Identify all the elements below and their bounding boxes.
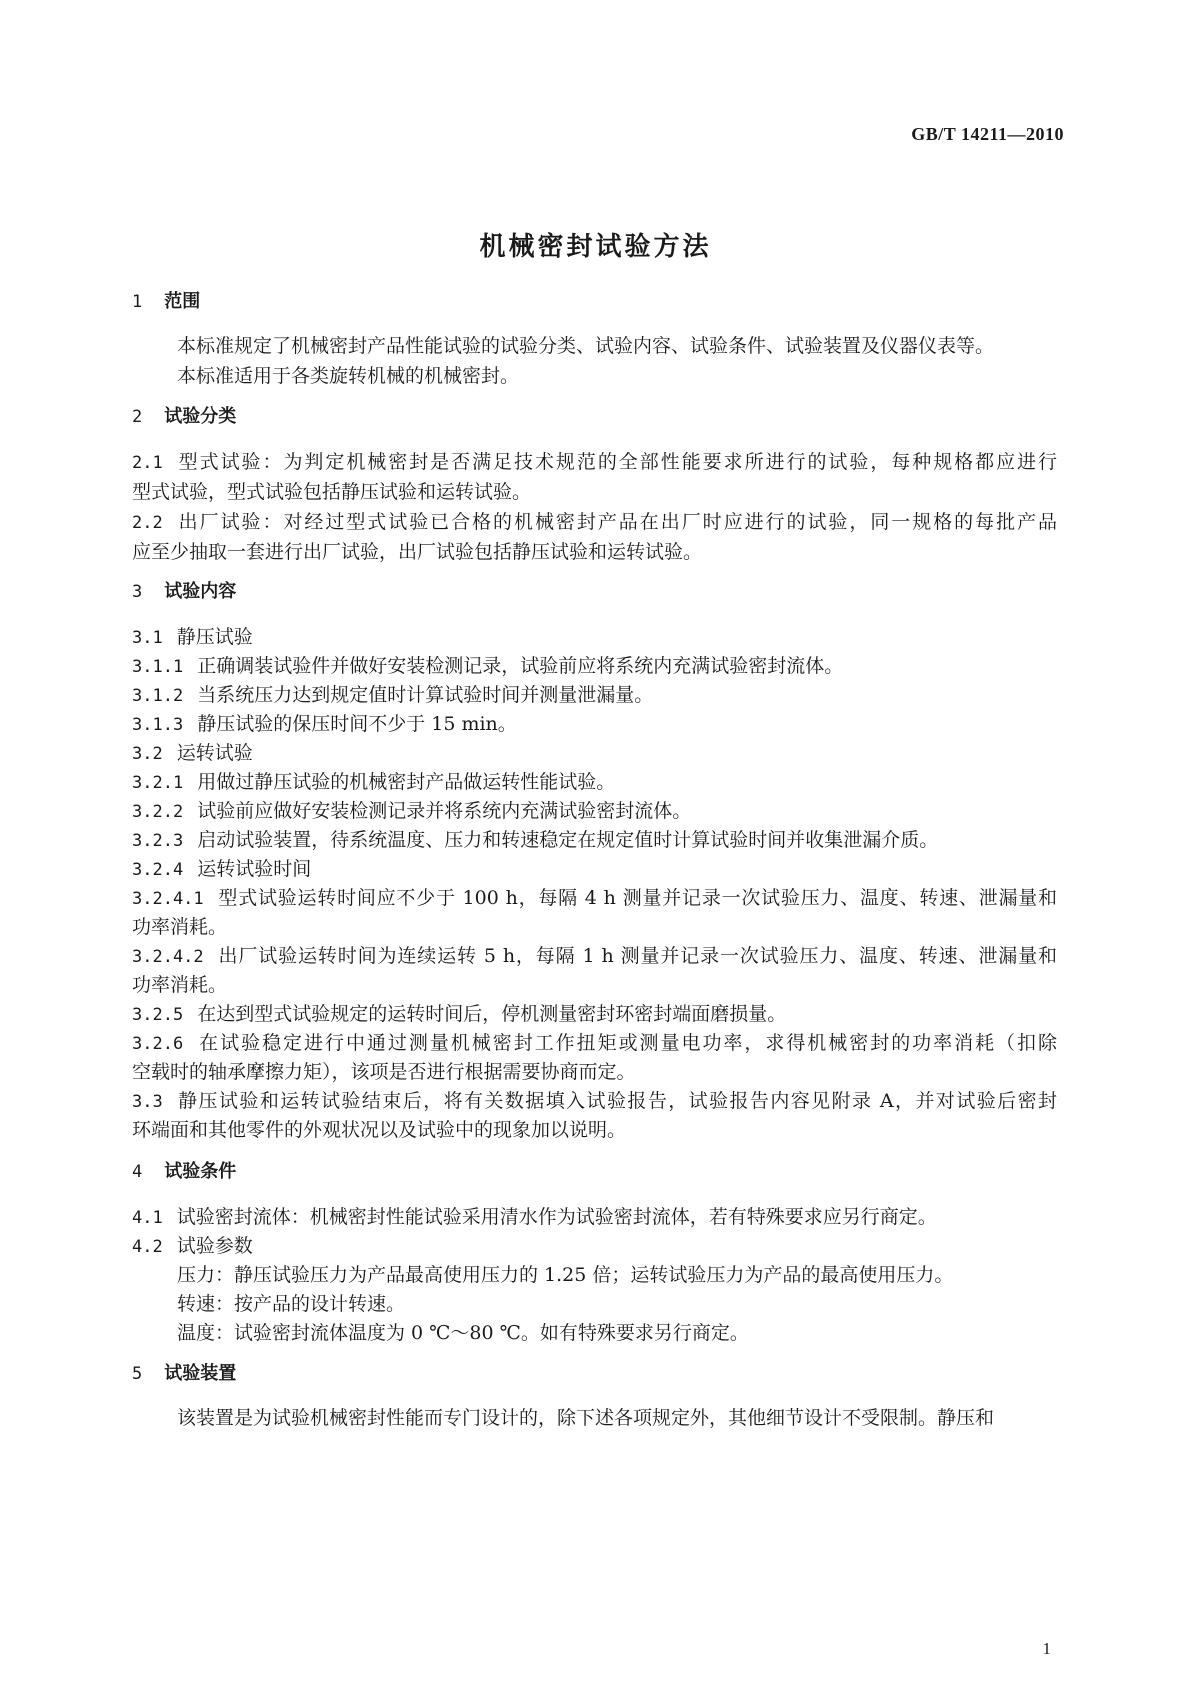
clause-text-continued: 应至少抽取一套进行出厂试验，出厂试验包括静压试验和运转试验。 [132,541,703,563]
page-number: 1 [1042,1639,1051,1658]
clause-3-1 [132,625,253,650]
section-title: 试验装置 [164,1363,237,1384]
section-5-heading [132,1362,236,1386]
clause-number: 3.2.4 [132,860,184,880]
clause-3-2-6 [132,1031,1057,1056]
clause-text: 运转试验时间 [197,858,312,880]
clause-number: 3.2 [132,744,163,764]
clause-3-2-5 [132,1002,786,1027]
clause-3-2 [132,741,253,766]
paragraph: 本标准适用于各类旋转机械的机械密封。 [177,365,520,387]
clause-3-1-3 [132,712,517,737]
section-title: 试验内容 [164,581,237,602]
clause-text: 静压试验和运转试验结束后，将有关数据填入试验报告，试验报告内容见附录 A，并对试验后密封 [176,1090,1057,1112]
section-number: 1 [132,292,143,312]
clause-number: 3.1.1 [132,657,184,677]
clause-3-2-4 [132,857,311,882]
clause-4-1 [132,1205,937,1230]
clause-text: 出厂试验运转时间为连续运转 5 h，每隔 1 h 测量并记录一次试验压力、温度、转速、泄漏量和 [217,945,1057,967]
section-3-heading [132,580,236,604]
section-4-heading [132,1160,236,1184]
clause-3-2-1 [132,770,615,795]
section-1-heading [132,290,200,314]
parameter-temperature: 温度：试验密封流体温度为 0 ℃～80 ℃。如有特殊要求另行商定。 [177,1322,749,1344]
clause-number: 3.2.2 [132,802,184,822]
clause-number: 3.2.6 [132,1034,184,1054]
clause-text: 启动试验装置，待系统温度、压力和转速稳定在规定值时计算试验时间并收集泄漏介质。 [197,829,939,851]
clause-4-2 [132,1234,253,1259]
clause-number: 3.2.4.2 [132,947,204,967]
clause-text: 型式试验：为判定机械密封是否满足技术规范的全部性能要求所进行的试验，每种规格都应进行 [176,451,1057,473]
clause-number: 3.1.2 [132,686,184,706]
clause-number: 4.1 [132,1208,163,1228]
clause-number: 3.2.1 [132,773,184,793]
clause-number: 3.1 [132,628,163,648]
section-title: 试验分类 [164,406,237,427]
parameter-pressure: 压力：静压试验压力为产品最高使用压力的 1.25 倍；运转试验压力为产品的最高使用压力。 [177,1264,954,1286]
clause-3-2-4-2 [132,944,1057,969]
paragraph: 本标准规定了机械密封产品性能试验的试验分类、试验内容、试验条件、试验装置及仪器仪表等。 [177,335,995,357]
clause-number: 2.1 [132,453,163,473]
section-number: 3 [132,582,143,602]
section-2-heading [132,405,236,429]
section-number: 2 [132,407,143,427]
clause-2-2 [132,510,1057,535]
clause-3-1-2 [132,683,653,708]
clause-2-1 [132,450,1057,475]
clause-text-continued: 环端面和其他零件的外观状况以及试验中的现象加以说明。 [132,1119,627,1141]
clause-text-continued: 型式试验，型式试验包括静压试验和运转试验。 [132,481,532,503]
section-title: 试验条件 [164,1161,237,1182]
clause-text: 在试验稳定进行中通过测量机械密封工作扭矩或测量电功率，求得机械密封的功率消耗（扣除 [197,1032,1057,1054]
section-title: 范围 [164,291,201,312]
clause-text: 当系统压力达到规定值时计算试验时间并测量泄漏量。 [197,684,654,706]
clause-text-continued: 功率消耗。 [132,916,228,938]
clause-number: 4.2 [132,1237,163,1257]
clause-text: 静压试验 [176,626,253,648]
clause-number: 3.3 [132,1092,163,1112]
clause-number: 3.2.5 [132,1005,184,1025]
section-number: 5 [132,1364,143,1384]
clause-3-2-4-1 [132,886,1057,911]
clause-number: 3.2.4.1 [132,889,204,909]
clause-text: 试验前应做好安装检测记录并将系统内充满试验密封流体。 [197,800,692,822]
clause-text: 正确调装试验件并做好安装检测记录，试验前应将系统内充满试验密封流体。 [197,655,844,677]
clause-text: 静压试验的保压时间不少于 15 min。 [197,713,517,735]
paragraph: 该装置是为试验机械密封性能而专门设计的，除下述各项规定外，其他细节设计不受限制。静压和 [177,1407,995,1429]
clause-3-3 [132,1089,1057,1114]
clause-text: 出厂试验：对经过型式试验已合格的机械密封产品在出厂时应进行的试验，同一规格的每批产品 [176,511,1057,533]
clause-text-continued: 空载时的轴承摩擦力矩），该项是否进行根据需要协商而定。 [132,1061,636,1083]
clause-text: 用做过静压试验的机械密封产品做运转性能试验。 [197,771,616,793]
clause-text: 运转试验 [176,742,253,764]
clause-3-1-1 [132,654,843,679]
clause-text: 型式试验运转时间应不少于 100 h，每隔 4 h 测量并记录一次试验压力、温度、转速、泄漏量和 [217,887,1057,909]
clause-3-2-3 [132,828,938,853]
clause-text: 在达到型式试验规定的运转时间后，停机测量密封环密封端面磨损量。 [197,1003,787,1025]
clause-number: 2.2 [132,513,163,533]
parameter-speed: 转速：按产品的设计转速。 [177,1293,406,1315]
clause-3-2-2 [132,799,691,824]
document-title: 机械密封试验方法 [479,232,712,262]
clause-text-continued: 功率消耗。 [132,974,228,996]
standard-code: GB/T 14211—2010 [911,124,1064,144]
clause-text: 试验密封流体：机械密封性能试验采用清水作为试验密封流体，若有特殊要求应另行商定。 [176,1206,937,1228]
clause-number: 3.2.3 [132,831,184,851]
section-number: 4 [132,1162,143,1182]
clause-text: 试验参数 [176,1235,253,1257]
clause-number: 3.1.3 [132,715,184,735]
